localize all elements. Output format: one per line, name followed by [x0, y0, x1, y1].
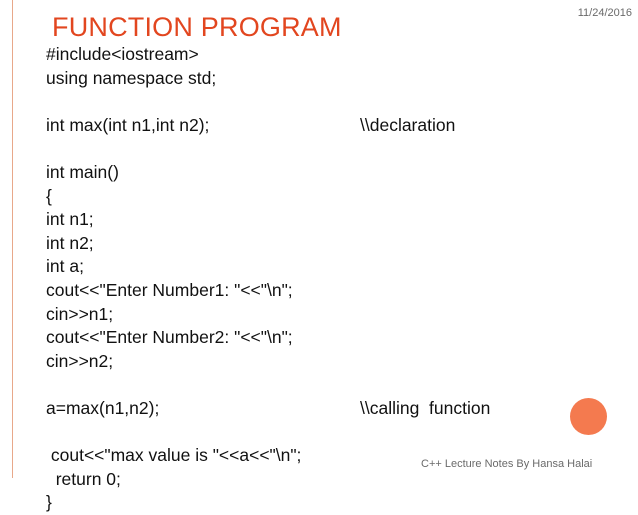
code-text: int main() — [46, 161, 119, 182]
code-line — [46, 137, 606, 161]
code-comment: \\calling function — [360, 397, 491, 418]
code-line — [46, 208, 606, 232]
code-text: cout<<"Enter Number1: "<<"\n"; — [46, 279, 293, 300]
code-line — [46, 491, 606, 515]
code-line — [46, 373, 606, 397]
slide-footer: C++ Lecture Notes By Hansa Halai — [421, 458, 593, 470]
slide-date: 11/24/2016 — [577, 7, 632, 19]
code-line — [46, 185, 606, 209]
code-text: int max(int n1,int n2); — [46, 114, 210, 135]
code-line — [46, 279, 606, 303]
slide-title: FUNCTION PROGRAM — [52, 12, 342, 42]
code-text: } — [46, 492, 52, 513]
code-line — [46, 326, 606, 350]
code-text: cout<<"Enter Number2: "<<"\n"; — [46, 327, 293, 348]
code-line — [46, 90, 606, 114]
code-line — [46, 468, 606, 492]
code-line — [46, 255, 606, 279]
code-line — [46, 232, 606, 256]
code-text: cin>>n1; — [46, 303, 114, 324]
code-line — [46, 67, 606, 91]
decorative-circle — [570, 398, 607, 435]
left-border-line — [12, 0, 13, 478]
code-line — [46, 397, 606, 421]
code-line — [46, 421, 606, 445]
code-text: a=max(n1,n2); — [46, 397, 160, 418]
code-text: int n1; — [46, 209, 94, 230]
code-line — [46, 161, 606, 185]
code-text: { — [46, 185, 52, 206]
code-text: #include<iostream> — [46, 44, 199, 64]
code-text: return 0; — [46, 468, 121, 489]
code-text: cout<<"max value is "<<a<<"\n"; — [46, 445, 302, 466]
code-text: using namespace std; — [46, 67, 217, 88]
code-line — [46, 303, 606, 327]
code-text: int a; — [46, 256, 84, 277]
code-text: cin>>n2; — [46, 350, 114, 371]
code-line — [46, 350, 606, 374]
code-block — [46, 43, 606, 515]
code-line — [46, 43, 606, 67]
code-comment: \\declaration — [360, 114, 456, 135]
code-line — [46, 114, 606, 138]
code-text: int n2; — [46, 232, 94, 253]
